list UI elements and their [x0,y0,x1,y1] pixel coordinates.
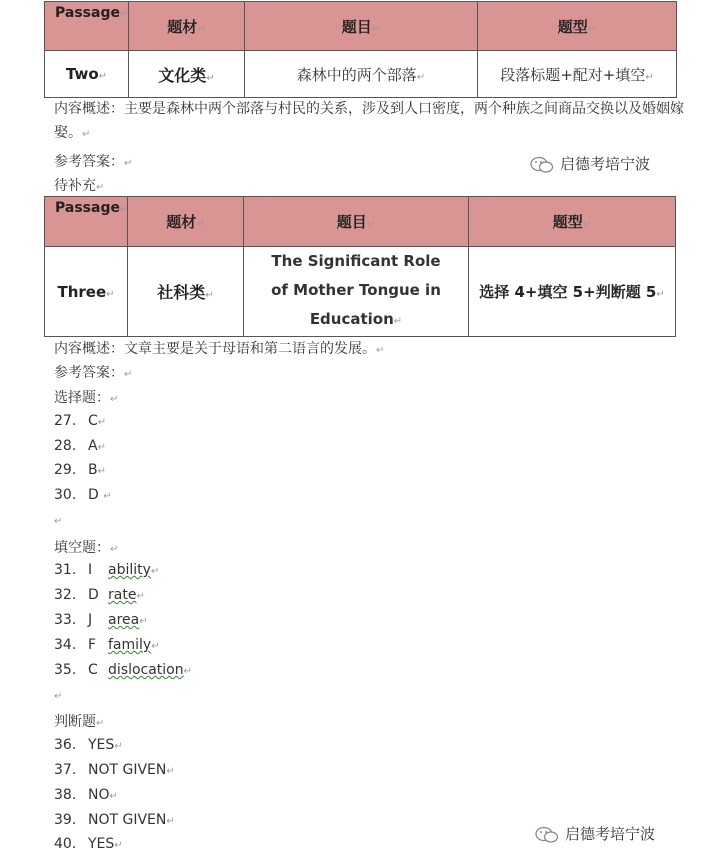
watermark-top: 启德考培宁波 [530,153,650,174]
cell-title: The Significant Role of Mother Tongue in Education↵ [244,247,469,337]
list-item: 29. B↵ [54,462,106,478]
wechat-icon [530,155,560,173]
cell-passage: Two↵ [45,51,129,98]
blank-line: ↵ [54,691,63,702]
header-subject: 题材↵ [129,2,245,51]
pending-text: 待补充↵ [54,178,105,194]
passage-two-table [44,1,677,98]
summary-two: 内容概述：文章主要是关于母语和第二语言的发展。↵ [54,341,385,357]
section-fill-blank: 填空题：↵ [54,540,119,556]
list-item: 28. A↵ [54,438,106,454]
list-item: 38. NO↵ [54,787,118,803]
header-passage: Passage↵ [45,2,129,51]
list-item: 32. D rate↵ [54,587,145,603]
list-item: 39. NOT GIVEN↵ [54,812,175,828]
table-row [45,247,676,337]
cell-type: 段落标题+配对+填空↵ [478,51,677,98]
header-title: 题目↵ [245,2,478,51]
list-item: 40. YES↵ [54,836,123,852]
cell-subject: 社科类↵ [128,247,244,337]
list-item: 27. C↵ [54,413,107,429]
section-true-false: 判断题↵ [54,714,105,730]
section-multiple-choice: 选择题：↵ [54,390,119,406]
passage-three-table [44,196,676,337]
watermark-bottom: 启德考培宁波 [535,823,655,844]
list-item: 31. I ability↵ [54,562,160,578]
header-subject: 题材↵ [128,197,244,247]
answer-label-one: 参考答案：↵ [54,154,133,170]
summary-one: 内容概述：主要是森林中两个部落与村民的关系，涉及到人口密度，两个种族之间商品交换以及婚姻嫁娶。↵ [54,101,684,141]
cell-type: 选择 4+填空 5+判断题 5↵ [469,247,676,337]
list-item: 34. F family↵ [54,637,160,653]
header-type: 题型↵ [478,2,677,51]
list-item: 36. YES↵ [54,737,123,753]
cell-title: 森林中的两个部落↵ [245,51,478,98]
header-title: 题目↵ [244,197,469,247]
table-row [45,51,677,98]
blank-line: ↵ [54,516,63,527]
list-item: 35. C dislocation↵ [54,662,193,678]
wechat-icon [535,825,565,843]
header-type: 题型↵ [469,197,676,247]
list-item: 33. J area↵ [54,612,148,628]
cell-passage: Three↵ [45,247,128,337]
header-passage: Passage↵ [45,197,128,247]
list-item: 37. NOT GIVEN↵ [54,762,175,778]
answer-label-two: 参考答案：↵ [54,365,133,381]
list-item: 30. D ↵ [54,487,112,503]
table-header-row [45,2,677,51]
cell-subject: 文化类↵ [129,51,245,98]
table-header-row [45,197,676,247]
